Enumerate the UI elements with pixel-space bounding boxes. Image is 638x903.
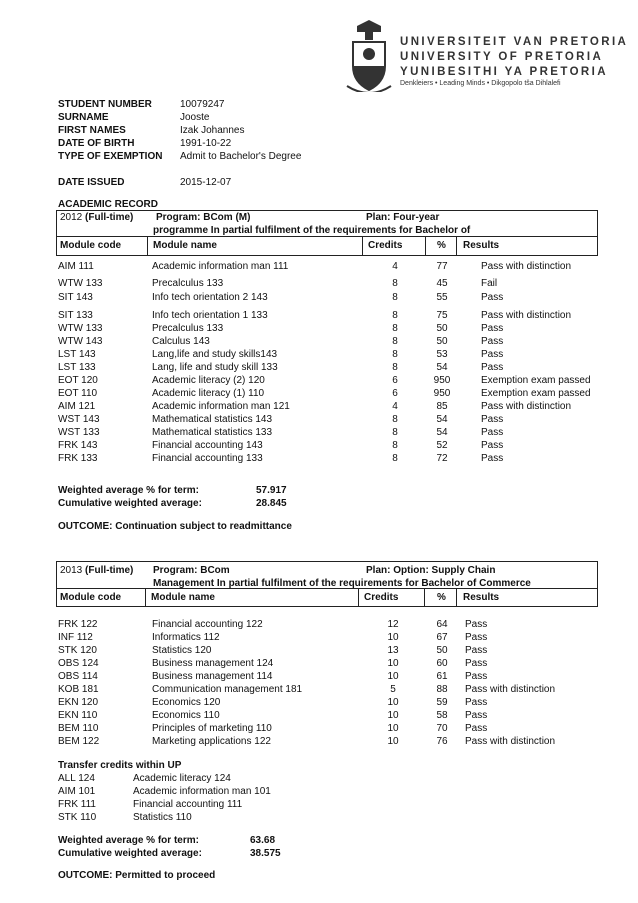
module-percent: 55 <box>436 292 448 303</box>
module-result: Pass with distinction <box>465 684 556 695</box>
module-name: Info tech orientation 1 133 <box>152 310 268 321</box>
module-percent: 76 <box>436 736 448 747</box>
module-name: Precalculus 133 <box>152 323 224 334</box>
module-percent: 50 <box>436 336 448 347</box>
module-result: Pass <box>481 362 504 373</box>
table-row <box>58 684 598 697</box>
module-credits: 8 <box>392 427 398 438</box>
module-percent: 50 <box>436 323 448 334</box>
table-row <box>58 362 598 375</box>
module-name: Academic literacy (1) 110 <box>152 388 265 399</box>
col-results: Results <box>463 240 500 251</box>
module-name: Lang,life and study skills143 <box>152 349 278 360</box>
module-code: WTW 143 <box>58 336 103 347</box>
module-code: LST 143 <box>58 349 96 360</box>
exemption-type-label: TYPE OF EXEMPTION <box>58 151 163 162</box>
module-result: Pass <box>481 427 504 438</box>
module-credits: 10 <box>387 723 399 734</box>
module-code: SIT 133 <box>58 310 93 321</box>
table-row <box>58 349 598 362</box>
divider <box>147 236 148 255</box>
date-of-birth-label: DATE OF BIRTH <box>58 138 135 149</box>
module-code: EKN 120 <box>58 697 99 708</box>
university-name-afrikaans: UNIVERSITEIT VAN PRETORIA <box>400 36 629 48</box>
module-name: Academic literacy (2) 120 <box>152 375 265 386</box>
module-result: Pass <box>481 323 504 334</box>
module-credits: 10 <box>387 736 399 747</box>
transfer-name: Academic information man 101 <box>133 786 271 797</box>
table-row <box>58 632 598 645</box>
cumulative-average-label: Cumulative weighted average: <box>58 498 202 509</box>
col-percent: % <box>437 240 446 251</box>
module-credits: 8 <box>392 362 398 373</box>
module-code: FRK 122 <box>58 619 98 630</box>
table-row <box>58 671 598 684</box>
module-percent: 52 <box>436 440 448 451</box>
weighted-average-label: Weighted average % for term: <box>58 835 199 846</box>
table-row <box>58 336 598 349</box>
divider <box>424 588 425 606</box>
module-credits: 10 <box>387 632 399 643</box>
module-code: BEM 122 <box>58 736 100 747</box>
table-row <box>58 440 598 453</box>
module-name: Academic information man 111 <box>152 261 289 272</box>
module-code: AIM 121 <box>58 401 96 412</box>
module-code: WTW 133 <box>58 323 103 334</box>
module-result: Pass <box>481 440 504 451</box>
module-name: Lang, life and study skill 133 <box>152 362 278 373</box>
module-credits: 8 <box>392 414 398 425</box>
col-credits: Credits <box>368 240 403 251</box>
module-credits: 4 <box>392 401 398 412</box>
module-percent: 54 <box>436 427 448 438</box>
module-code: OBS 114 <box>58 671 98 682</box>
col-percent: % <box>437 592 446 603</box>
module-percent: 88 <box>436 684 448 695</box>
table-row <box>58 619 598 632</box>
table-row <box>58 401 598 414</box>
divider <box>56 236 598 237</box>
module-name: Mathematical statistics 143 <box>152 414 273 425</box>
section-2013-plan: Plan: Option: Supply Chain <box>366 565 496 576</box>
module-result: Pass <box>481 336 504 347</box>
weighted-average-value: 57.917 <box>256 485 287 496</box>
table-row <box>58 697 598 710</box>
module-credits: 10 <box>387 697 399 708</box>
surname-value: Jooste <box>180 112 210 123</box>
module-percent: 950 <box>433 375 451 386</box>
divider <box>456 588 457 606</box>
col-module-name: Module name <box>151 592 215 603</box>
module-code: WST 133 <box>58 427 100 438</box>
module-code: INF 112 <box>58 632 93 643</box>
crest-icon <box>343 20 395 92</box>
module-result: Fail <box>481 278 498 289</box>
module-code: EOT 110 <box>58 388 98 399</box>
module-credits: 4 <box>392 261 398 272</box>
transfer-code: FRK 111 <box>58 799 96 810</box>
table-row <box>58 736 598 749</box>
module-percent: 70 <box>436 723 448 734</box>
module-result: Pass <box>465 632 488 643</box>
module-percent: 53 <box>436 349 448 360</box>
module-name: Principles of marketing 110 <box>152 723 272 734</box>
module-name: Informatics 112 <box>152 632 220 643</box>
module-result: Pass <box>465 645 488 656</box>
transfer-code: ALL 124 <box>58 773 95 784</box>
module-credits: 10 <box>387 671 399 682</box>
module-credits: 12 <box>387 619 399 630</box>
table-row <box>58 453 598 466</box>
col-module-name: Module name <box>153 240 217 251</box>
module-credits: 8 <box>392 349 398 360</box>
module-credits: 10 <box>387 658 399 669</box>
module-code: EOT 120 <box>58 375 98 386</box>
transfer-code: AIM 101 <box>58 786 96 797</box>
divider <box>358 588 359 606</box>
module-result: Pass <box>465 671 488 682</box>
module-percent: 77 <box>436 261 448 272</box>
exemption-type-value: Admit to Bachelor's Degree <box>180 151 302 162</box>
module-result: Pass with distinction <box>465 736 556 747</box>
transfer-code: STK 110 <box>58 812 97 823</box>
module-credits: 8 <box>392 336 398 347</box>
module-percent: 60 <box>436 658 448 669</box>
col-module-code: Module code <box>60 592 122 603</box>
module-code: OBS 124 <box>58 658 99 669</box>
col-results: Results <box>463 592 500 603</box>
divider <box>145 588 146 606</box>
module-name: Academic information man 121 <box>152 401 290 412</box>
module-percent: 72 <box>436 453 448 464</box>
col-credits: Credits <box>364 592 399 603</box>
module-name: Precalculus 133 <box>152 278 224 289</box>
table-row <box>58 375 598 388</box>
module-credits: 8 <box>392 323 398 334</box>
module-result: Exemption exam passed <box>481 375 591 386</box>
module-percent: 950 <box>433 388 451 399</box>
first-names-value: Izak Johannes <box>180 125 245 136</box>
module-code: WST 143 <box>58 414 100 425</box>
module-result: Pass <box>465 619 488 630</box>
table-row <box>58 278 598 291</box>
section-2012-plan-detail: programme In partial fulfilment of the requirements for Bachelor of <box>153 225 471 236</box>
weighted-average-value: 63.68 <box>250 835 276 846</box>
table-row <box>58 710 598 723</box>
module-result: Pass with distinction <box>481 401 572 412</box>
module-credits: 8 <box>392 292 398 303</box>
date-issued-value: 2015-12-07 <box>180 177 232 188</box>
module-code: AIM 111 <box>58 261 94 272</box>
module-result: Pass <box>481 453 504 464</box>
module-result: Pass with distinction <box>481 310 572 321</box>
outcome-2013: OUTCOME: Permitted to proceed <box>58 870 216 881</box>
table-row <box>58 261 598 274</box>
module-code: SIT 143 <box>58 292 93 303</box>
table-row <box>58 723 598 736</box>
module-percent: 58 <box>436 710 448 721</box>
module-name: Marketing applications 122 <box>152 736 271 747</box>
date-of-birth-value: 1991-10-22 <box>180 138 232 149</box>
module-name: Info tech orientation 2 143 <box>152 292 268 303</box>
module-percent: 75 <box>436 310 448 321</box>
table-row <box>58 414 598 427</box>
divider <box>362 236 363 255</box>
cumulative-average-value: 28.845 <box>256 498 287 509</box>
university-name-sepedi: YUNIBESITHI YA PRETORIA <box>400 66 608 78</box>
col-module-code: Module code <box>60 240 122 251</box>
module-name: Economics 120 <box>152 697 221 708</box>
module-credits: 8 <box>392 453 398 464</box>
module-percent: 54 <box>436 362 448 373</box>
student-number-value: 10079247 <box>180 99 225 110</box>
module-result: Pass <box>481 292 504 303</box>
table-row <box>58 427 598 440</box>
module-name: Financial accounting 143 <box>152 440 263 451</box>
table-row <box>58 323 598 336</box>
module-name: Statistics 120 <box>152 645 212 656</box>
section-2013-year: 2013 (Full-time) <box>60 565 134 576</box>
transfer-name: Statistics 110 <box>133 812 192 823</box>
divider <box>425 236 426 255</box>
section-2012-year: 2012 (Full-time) <box>60 212 134 223</box>
cumulative-average-label: Cumulative weighted average: <box>58 848 202 859</box>
outcome-2012: OUTCOME: Continuation subject to readmittance <box>58 521 292 532</box>
module-name: Business management 124 <box>152 658 274 669</box>
weighted-average-label: Weighted average % for term: <box>58 485 199 496</box>
module-percent: 85 <box>436 401 448 412</box>
module-name: Economics 110 <box>152 710 220 721</box>
module-name: Financial accounting 133 <box>152 453 263 464</box>
university-tagline: Denkleiers • Leading Minds • Dikgopolo tša Dihlalefi <box>400 80 561 87</box>
university-name-english: UNIVERSITY OF PRETORIA <box>400 51 604 63</box>
module-code: FRK 143 <box>58 440 98 451</box>
transfer-credits-title: Transfer credits within UP <box>58 760 182 771</box>
module-code: LST 133 <box>58 362 96 373</box>
module-credits: 10 <box>387 710 399 721</box>
table-row <box>58 388 598 401</box>
module-credits: 8 <box>392 310 398 321</box>
module-credits: 8 <box>392 278 398 289</box>
cumulative-average-value: 38.575 <box>250 848 281 859</box>
module-result: Pass <box>465 697 488 708</box>
module-credits: 5 <box>390 684 396 695</box>
table-row <box>58 310 598 323</box>
module-code: EKN 110 <box>58 710 98 721</box>
section-2013-plan-detail: Management In partial fulfilment of the requirements for Bachelor of Commerce <box>153 578 531 589</box>
module-percent: 67 <box>436 632 448 643</box>
module-result: Pass <box>465 723 488 734</box>
module-credits: 8 <box>392 440 398 451</box>
table-row <box>58 658 598 671</box>
first-names-label: FIRST NAMES <box>58 125 126 136</box>
academic-record-title: ACADEMIC RECORD <box>58 199 158 210</box>
module-result: Pass <box>481 349 504 360</box>
module-name: Business management 114 <box>152 671 273 682</box>
module-credits: 6 <box>392 388 398 399</box>
transfer-name: Academic literacy 124 <box>133 773 231 784</box>
module-percent: 50 <box>436 645 448 656</box>
module-code: FRK 133 <box>58 453 98 464</box>
module-code: KOB 181 <box>58 684 99 695</box>
surname-label: SURNAME <box>58 112 109 123</box>
module-credits: 13 <box>387 645 399 656</box>
module-percent: 45 <box>436 278 448 289</box>
module-name: Mathematical statistics 133 <box>152 427 273 438</box>
module-name: Calculus 143 <box>152 336 210 347</box>
module-name: Financial accounting 122 <box>152 619 263 630</box>
module-result: Pass <box>465 658 488 669</box>
module-result: Pass with distinction <box>481 261 572 272</box>
transfer-name: Financial accounting 111 <box>133 799 243 810</box>
table-row <box>58 292 598 305</box>
module-result: Pass <box>481 414 504 425</box>
university-logo <box>343 20 395 92</box>
module-name: Communication management 181 <box>152 684 303 695</box>
module-code: WTW 133 <box>58 278 103 289</box>
module-percent: 64 <box>436 619 448 630</box>
module-code: BEM 110 <box>58 723 99 734</box>
module-credits: 6 <box>392 375 398 386</box>
section-2013-program: Program: BCom <box>153 565 230 576</box>
divider <box>456 236 457 255</box>
module-code: STK 120 <box>58 645 97 656</box>
module-percent: 59 <box>436 697 448 708</box>
section-2012-plan: Plan: Four-year <box>366 212 440 223</box>
student-number-label: STUDENT NUMBER <box>58 99 152 110</box>
section-2012-program: Program: BCom (M) <box>156 212 251 223</box>
table-row <box>58 645 598 658</box>
module-percent: 54 <box>436 414 448 425</box>
module-result: Exemption exam passed <box>481 388 591 399</box>
date-issued-label: DATE ISSUED <box>58 177 125 188</box>
module-result: Pass <box>465 710 488 721</box>
module-percent: 61 <box>436 671 448 682</box>
